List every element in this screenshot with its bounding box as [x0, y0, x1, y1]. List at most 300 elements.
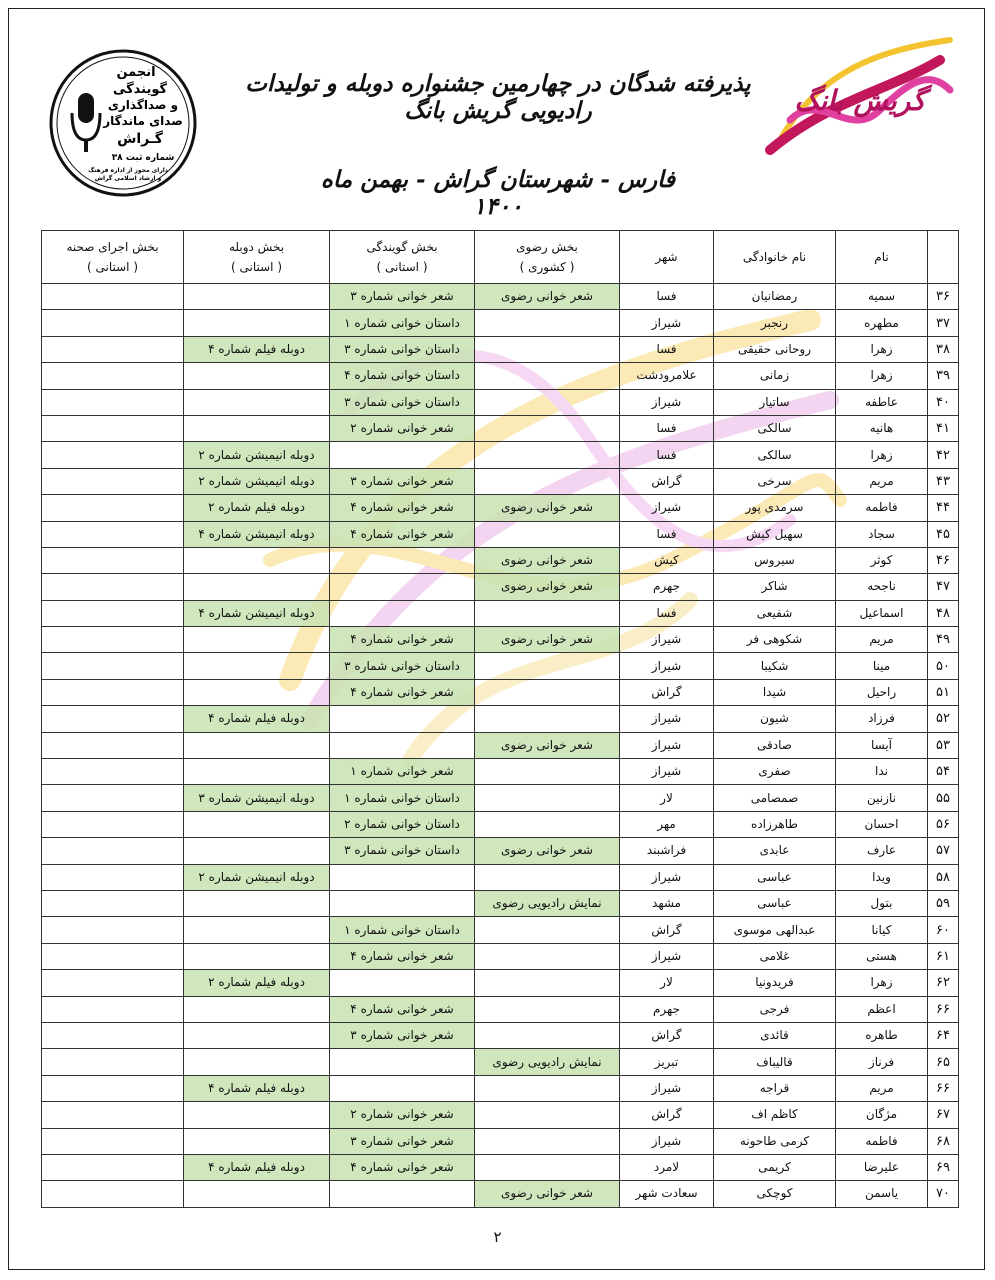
cell-family: سالکی	[714, 415, 836, 441]
cell-number: ۵۴	[928, 759, 959, 785]
svg-text:انجمن: انجمن	[116, 65, 156, 80]
table-row	[42, 1181, 959, 1207]
cell-razavi	[475, 653, 620, 679]
cell-razavi	[475, 442, 620, 468]
cell-name: سجاد	[836, 521, 928, 547]
cell-dubbing: دوبله انیمیشن شماره ۳	[184, 785, 330, 811]
cell-number: ۵۷	[928, 838, 959, 864]
association-seal	[48, 48, 198, 198]
cell-city: لار	[620, 785, 714, 811]
cell-family: کریمی	[714, 1154, 836, 1180]
cell-speaking: شعر خوانی شماره ۴	[330, 679, 475, 705]
table-row	[42, 838, 959, 864]
cell-speaking: داستان خوانی شماره ۲	[330, 811, 475, 837]
cell-razavi: نمایش رادیویی رضوی	[475, 1049, 620, 1075]
cell-razavi: شعر خوانی رضوی	[475, 574, 620, 600]
cell-dubbing: دوبله انیمیشن شماره ۲	[184, 864, 330, 890]
cell-razavi: شعر خوانی رضوی	[475, 838, 620, 864]
cell-speaking: شعر خوانی شماره ۴	[330, 627, 475, 653]
cell-city: شیراز	[620, 310, 714, 336]
cell-city: علامرودشت	[620, 363, 714, 389]
cell-number: ۵۹	[928, 890, 959, 916]
cell-speaking	[330, 706, 475, 732]
svg-text:صدای ماندگار: صدای ماندگار	[103, 114, 183, 128]
cell-stage	[42, 1102, 184, 1128]
cell-razavi	[475, 1102, 620, 1128]
cell-razavi	[475, 363, 620, 389]
cell-stage	[42, 1154, 184, 1180]
cell-dubbing	[184, 759, 330, 785]
cell-speaking: داستان خوانی شماره ۳	[330, 838, 475, 864]
cell-number: ۴۴	[928, 495, 959, 521]
cell-number: ۵۶	[928, 811, 959, 837]
cell-dubbing	[184, 943, 330, 969]
cell-dubbing: دوبله انیمیشن شماره ۲	[184, 442, 330, 468]
cell-razavi	[475, 415, 620, 441]
cell-stage	[42, 785, 184, 811]
cell-name: زهرا	[836, 442, 928, 468]
cell-city: شیراز	[620, 1075, 714, 1101]
cell-stage	[42, 1075, 184, 1101]
results-table	[41, 230, 959, 1208]
cell-razavi: شعر خوانی رضوی	[475, 732, 620, 758]
cell-city: تبریز	[620, 1049, 714, 1075]
cell-dubbing: دوبله فیلم شماره ۴	[184, 1075, 330, 1101]
cell-city: فسا	[620, 600, 714, 626]
cell-family: طاهرزاده	[714, 811, 836, 837]
cell-number: ۶۸	[928, 1128, 959, 1154]
table-row	[42, 1154, 959, 1180]
cell-stage	[42, 415, 184, 441]
table-row	[42, 1075, 959, 1101]
cell-family: شاکر	[714, 574, 836, 600]
cell-number: ۴۷	[928, 574, 959, 600]
cell-family: شفیعی	[714, 600, 836, 626]
cell-speaking: داستان خوانی شماره ۱	[330, 785, 475, 811]
cell-speaking	[330, 600, 475, 626]
table-row	[42, 811, 959, 837]
cell-dubbing	[184, 1128, 330, 1154]
cell-speaking	[330, 864, 475, 890]
cell-family: غلامی	[714, 943, 836, 969]
cell-name: سمیه	[836, 284, 928, 310]
cell-dubbing	[184, 547, 330, 573]
cell-city: شیراز	[620, 495, 714, 521]
table-row	[42, 1022, 959, 1048]
table-row	[42, 310, 959, 336]
cell-family: صفری	[714, 759, 836, 785]
cell-speaking: داستان خوانی شماره ۳	[330, 653, 475, 679]
table-row	[42, 415, 959, 441]
cell-dubbing	[184, 732, 330, 758]
cell-city: شیراز	[620, 627, 714, 653]
cell-number: ۴۹	[928, 627, 959, 653]
cell-city: شیراز	[620, 706, 714, 732]
cell-dubbing: دوبله فیلم شماره ۲	[184, 495, 330, 521]
col-header-speaking-label: بخش گویندگی	[366, 240, 438, 254]
cell-stage	[42, 864, 184, 890]
col-header-dubbing-label: بخش دوبله	[228, 240, 285, 254]
cell-razavi	[475, 996, 620, 1022]
cell-number: ۳۹	[928, 363, 959, 389]
col-header-family: نام خانوادگی	[714, 231, 836, 284]
cell-razavi: شعر خوانی رضوی	[475, 284, 620, 310]
cell-speaking: شعر خوانی شماره ۲	[330, 415, 475, 441]
cell-dubbing	[184, 627, 330, 653]
cell-speaking: شعر خوانی شماره ۴	[330, 943, 475, 969]
cell-name: فاطمه	[836, 495, 928, 521]
col-header-stage-label: بخش اجرای صحنه	[66, 240, 159, 254]
col-header-razavi-label: بخش رضوی	[516, 240, 578, 254]
cell-dubbing	[184, 284, 330, 310]
table-row	[42, 917, 959, 943]
table-row	[42, 547, 959, 573]
table-row	[42, 574, 959, 600]
cell-city: مشهد	[620, 890, 714, 916]
cell-number: ۶۴	[928, 1022, 959, 1048]
svg-text:و صداگذاری: و صداگذاری	[107, 98, 179, 112]
table-row	[42, 732, 959, 758]
cell-family: رنجبر	[714, 310, 836, 336]
table-row	[42, 284, 959, 310]
cell-stage	[42, 732, 184, 758]
page-number: ۲	[493, 1228, 502, 1246]
cell-family: سیروس	[714, 547, 836, 573]
cell-name: عارف	[836, 838, 928, 864]
col-header-name: نام	[836, 231, 928, 284]
cell-name: فرزاد	[836, 706, 928, 732]
cell-name: فاطمه	[836, 1128, 928, 1154]
cell-number: ۴۳	[928, 468, 959, 494]
cell-dubbing: دوبله انیمیشن شماره ۴	[184, 521, 330, 547]
cell-speaking	[330, 442, 475, 468]
svg-text:دارای مجوز از اداره فرهنگ: دارای مجوز از اداره فرهنگ	[88, 167, 168, 174]
cell-speaking: داستان خوانی شماره ۳	[330, 336, 475, 362]
cell-dubbing: دوبله فیلم شماره ۴	[184, 706, 330, 732]
table-body	[42, 284, 959, 1208]
cell-stage	[42, 996, 184, 1022]
cell-family: صادقی	[714, 732, 836, 758]
cell-stage	[42, 838, 184, 864]
cell-family: قائدی	[714, 1022, 836, 1048]
cell-name: بتول	[836, 890, 928, 916]
col-header-number	[928, 231, 959, 284]
cell-dubbing	[184, 679, 330, 705]
cell-number: ۵۰	[928, 653, 959, 679]
col-header-stage	[42, 231, 184, 284]
cell-number: ۶۱	[928, 943, 959, 969]
cell-city: گراش	[620, 468, 714, 494]
cell-family: سهیل کیش	[714, 521, 836, 547]
cell-city: لار	[620, 970, 714, 996]
cell-name: هستی	[836, 943, 928, 969]
cell-stage	[42, 1181, 184, 1207]
cell-family: شیون	[714, 706, 836, 732]
cell-number: ۵۸	[928, 864, 959, 890]
cell-dubbing	[184, 811, 330, 837]
cell-city: شیراز	[620, 864, 714, 890]
cell-city: مهر	[620, 811, 714, 837]
cell-razavi	[475, 679, 620, 705]
cell-number: ۴۸	[928, 600, 959, 626]
cell-speaking: شعر خوانی شماره ۱	[330, 759, 475, 785]
cell-name: ویدا	[836, 864, 928, 890]
cell-speaking: شعر خوانی شماره ۴	[330, 996, 475, 1022]
cell-razavi	[475, 1022, 620, 1048]
cell-name: مریم	[836, 468, 928, 494]
cell-speaking: شعر خوانی شماره ۲	[330, 1102, 475, 1128]
table-row	[42, 996, 959, 1022]
cell-name: زهرا	[836, 970, 928, 996]
cell-name: ندا	[836, 759, 928, 785]
cell-dubbing	[184, 1049, 330, 1075]
cell-family: روحانی حقیقی	[714, 336, 836, 362]
col-header-dubbing-sub: ( استانی )	[231, 260, 282, 274]
cell-razavi	[475, 970, 620, 996]
table-row	[42, 1128, 959, 1154]
cell-name: زهرا	[836, 363, 928, 389]
cell-stage	[42, 1049, 184, 1075]
cell-razavi: شعر خوانی رضوی	[475, 495, 620, 521]
cell-number: ۴۶	[928, 547, 959, 573]
cell-city: شیراز	[620, 653, 714, 679]
cell-name: مطهره	[836, 310, 928, 336]
cell-speaking: شعر خوانی شماره ۴	[330, 495, 475, 521]
cell-speaking: شعر خوانی شماره ۴	[330, 1154, 475, 1180]
col-header-speaking	[330, 231, 475, 284]
cell-razavi: شعر خوانی رضوی	[475, 547, 620, 573]
table-row	[42, 495, 959, 521]
cell-family: قراجه	[714, 1075, 836, 1101]
table-row	[42, 890, 959, 916]
cell-dubbing	[184, 1022, 330, 1048]
cell-number: ۳۸	[928, 336, 959, 362]
cell-city: شیراز	[620, 1128, 714, 1154]
col-header-razavi-sub: ( کشوری )	[519, 260, 575, 274]
results-table-wrapper	[41, 230, 958, 1208]
cell-city: کیش	[620, 547, 714, 573]
table-row	[42, 653, 959, 679]
brand-logo	[760, 30, 960, 170]
cell-dubbing	[184, 310, 330, 336]
cell-city: سعادت شهر	[620, 1181, 714, 1207]
page-title: پذیرفته شدگان در چهارمین جشنواره دوبله و تولیدات رادیویی گریش بانگ	[245, 70, 751, 124]
cell-name: کوثر	[836, 547, 928, 573]
cell-family: کوچکی	[714, 1181, 836, 1207]
cell-number: ۴۱	[928, 415, 959, 441]
cell-city: شیراز	[620, 943, 714, 969]
cell-number: ۶۶	[928, 1075, 959, 1101]
cell-name: کیانا	[836, 917, 928, 943]
cell-number: ۳۶	[928, 284, 959, 310]
cell-city: شیراز	[620, 732, 714, 758]
cell-name: اعظم	[836, 996, 928, 1022]
svg-text:شماره ثبت ۳۸: شماره ثبت ۳۸	[111, 153, 175, 163]
cell-city: جهرم	[620, 574, 714, 600]
svg-text:گـراش: گـراش	[117, 131, 163, 147]
cell-city: جهرم	[620, 996, 714, 1022]
table-row	[42, 363, 959, 389]
cell-number: ۶۶	[928, 996, 959, 1022]
cell-stage	[42, 653, 184, 679]
cell-city: گراش	[620, 1022, 714, 1048]
cell-name: اسماعیل	[836, 600, 928, 626]
cell-stage	[42, 1022, 184, 1048]
cell-dubbing	[184, 389, 330, 415]
table-row	[42, 943, 959, 969]
cell-dubbing	[184, 996, 330, 1022]
table-row	[42, 389, 959, 415]
cell-name: مریم	[836, 1075, 928, 1101]
cell-stage	[42, 600, 184, 626]
table-row	[42, 600, 959, 626]
cell-razavi	[475, 468, 620, 494]
cell-razavi	[475, 811, 620, 837]
brand-logo-text: گریش بانگ	[794, 84, 926, 117]
cell-name: طاهره	[836, 1022, 928, 1048]
cell-stage	[42, 284, 184, 310]
cell-speaking	[330, 574, 475, 600]
cell-city: فراشبند	[620, 838, 714, 864]
cell-razavi	[475, 389, 620, 415]
cell-name: عاطفه	[836, 389, 928, 415]
table-row	[42, 679, 959, 705]
cell-family: عباسی	[714, 890, 836, 916]
cell-city: فسا	[620, 284, 714, 310]
cell-family: قالیباف	[714, 1049, 836, 1075]
col-header-razavi	[475, 231, 620, 284]
cell-speaking: شعر خوانی شماره ۳	[330, 468, 475, 494]
cell-family: رمضانیان	[714, 284, 836, 310]
cell-number: ۷۰	[928, 1181, 959, 1207]
cell-razavi	[475, 600, 620, 626]
cell-dubbing	[184, 890, 330, 916]
cell-family: فریدونیا	[714, 970, 836, 996]
table-row	[42, 468, 959, 494]
cell-stage	[42, 627, 184, 653]
cell-city: فسا	[620, 336, 714, 362]
cell-speaking	[330, 1049, 475, 1075]
cell-city: فسا	[620, 442, 714, 468]
svg-text:و ارشاد اسلامی گراش: و ارشاد اسلامی گراش	[94, 175, 162, 182]
cell-stage	[42, 970, 184, 996]
cell-number: ۶۷	[928, 1102, 959, 1128]
cell-stage	[42, 890, 184, 916]
cell-speaking	[330, 970, 475, 996]
cell-dubbing	[184, 574, 330, 600]
cell-stage	[42, 310, 184, 336]
cell-dubbing: دوبله فیلم شماره ۴	[184, 336, 330, 362]
cell-stage	[42, 363, 184, 389]
cell-stage	[42, 811, 184, 837]
cell-speaking: داستان خوانی شماره ۱	[330, 310, 475, 336]
cell-stage	[42, 468, 184, 494]
cell-family: شکیبا	[714, 653, 836, 679]
cell-razavi	[475, 1128, 620, 1154]
cell-name: زهرا	[836, 336, 928, 362]
cell-dubbing	[184, 838, 330, 864]
table-row	[42, 706, 959, 732]
cell-name: ناجحه	[836, 574, 928, 600]
cell-razavi: شعر خوانی رضوی	[475, 627, 620, 653]
cell-razavi	[475, 521, 620, 547]
cell-name: نازنین	[836, 785, 928, 811]
cell-stage	[42, 495, 184, 521]
page-subtitle: فارس - شهرستان گراش - بهمن ماه ۱۴۰۰	[320, 166, 676, 220]
cell-dubbing: دوبله فیلم شماره ۴	[184, 1154, 330, 1180]
cell-dubbing	[184, 415, 330, 441]
cell-stage	[42, 679, 184, 705]
cell-family: سرخی	[714, 468, 836, 494]
cell-razavi	[475, 310, 620, 336]
cell-stage	[42, 943, 184, 969]
cell-speaking	[330, 1181, 475, 1207]
table-row	[42, 759, 959, 785]
cell-dubbing	[184, 363, 330, 389]
cell-family: عبدالهی موسوی	[714, 917, 836, 943]
col-header-stage-sub: ( استانی )	[87, 260, 138, 274]
cell-stage	[42, 759, 184, 785]
cell-family: کرمی طاحونه	[714, 1128, 836, 1154]
cell-family: زمانی	[714, 363, 836, 389]
cell-number: ۵۱	[928, 679, 959, 705]
col-header-dubbing	[184, 231, 330, 284]
cell-speaking: شعر خوانی شماره ۳	[330, 1128, 475, 1154]
table-row	[42, 970, 959, 996]
cell-family: عباسی	[714, 864, 836, 890]
cell-razavi	[475, 336, 620, 362]
cell-number: ۵۲	[928, 706, 959, 732]
cell-stage	[42, 521, 184, 547]
cell-speaking: داستان خوانی شماره ۴	[330, 363, 475, 389]
cell-city: شیراز	[620, 389, 714, 415]
cell-name: مینا	[836, 653, 928, 679]
cell-stage	[42, 442, 184, 468]
col-header-speaking-sub: ( استانی )	[376, 260, 428, 274]
cell-stage	[42, 389, 184, 415]
cell-number: ۳۷	[928, 310, 959, 336]
cell-name: آیسا	[836, 732, 928, 758]
cell-dubbing: دوبله انیمیشن شماره ۴	[184, 600, 330, 626]
cell-family: عابدی	[714, 838, 836, 864]
cell-speaking: داستان خوانی شماره ۱	[330, 917, 475, 943]
cell-stage	[42, 547, 184, 573]
cell-stage	[42, 336, 184, 362]
cell-number: ۴۰	[928, 389, 959, 415]
cell-name: راحیل	[836, 679, 928, 705]
cell-razavi: نمایش رادیویی رضوی	[475, 890, 620, 916]
cell-city: گراش	[620, 1102, 714, 1128]
cell-city: گراش	[620, 917, 714, 943]
cell-name: مریم	[836, 627, 928, 653]
cell-city: شیراز	[620, 759, 714, 785]
cell-name: احسان	[836, 811, 928, 837]
cell-family: ساتیار	[714, 389, 836, 415]
cell-number: ۴۵	[928, 521, 959, 547]
table-row	[42, 1049, 959, 1075]
table-row	[42, 442, 959, 468]
cell-name: علیرضا	[836, 1154, 928, 1180]
cell-name: یاسمن	[836, 1181, 928, 1207]
cell-number: ۶۵	[928, 1049, 959, 1075]
cell-city: لامرد	[620, 1154, 714, 1180]
cell-speaking	[330, 547, 475, 573]
cell-family: کاظم اف	[714, 1102, 836, 1128]
cell-razavi	[475, 1154, 620, 1180]
cell-speaking	[330, 890, 475, 916]
table-row	[42, 1102, 959, 1128]
cell-family: شیدا	[714, 679, 836, 705]
